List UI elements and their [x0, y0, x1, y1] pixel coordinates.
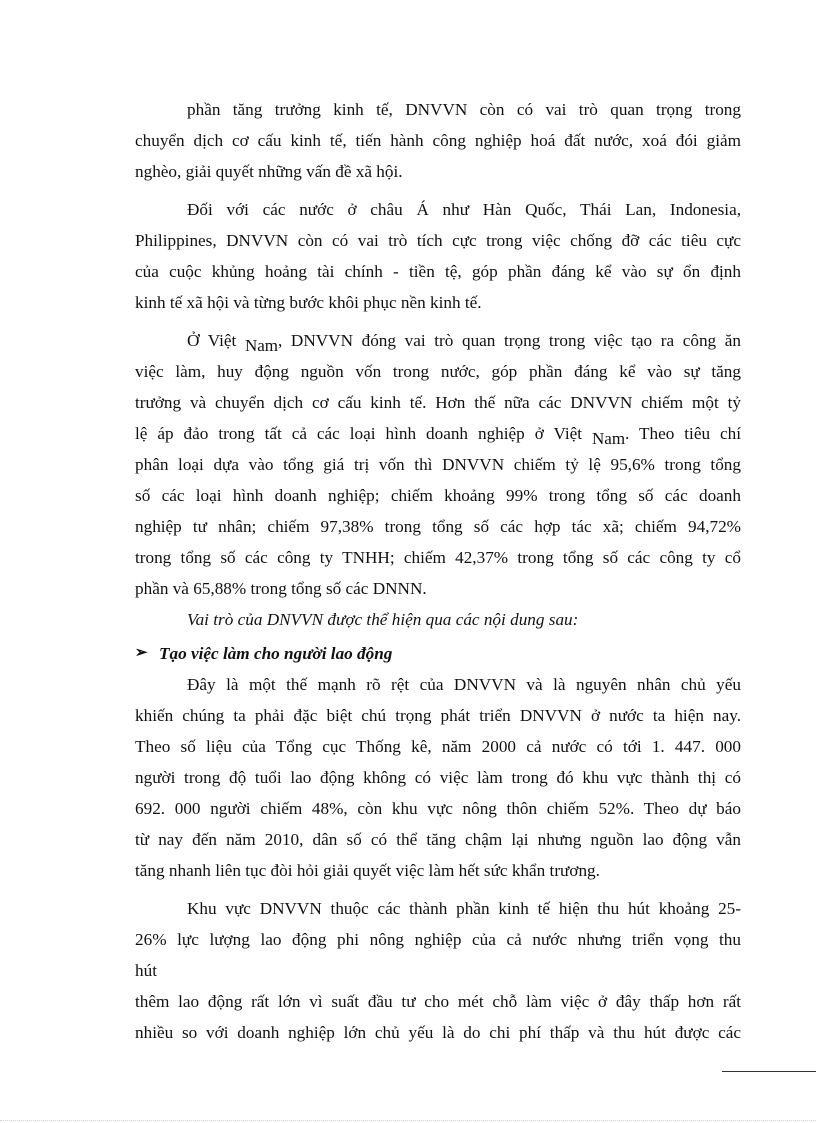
- text-line: 692. 000 người chiếm 48%, còn khu vực nông thôn chiếm 52%. Theo dự báo: [135, 799, 741, 818]
- footnote-separator: [722, 1071, 816, 1072]
- text-line: Đây là một thế mạnh rõ rệt của DNVVN và là nguyên nhân chủ yếu: [187, 675, 741, 694]
- text-line: phần tăng trưởng kinh tế, DNVVN còn có vai trò quan trọng trong: [187, 100, 741, 119]
- text-line: phân loại dựa vào tổng giá trị vốn thì DNVVN chiếm tỷ lệ 95,6% trong tổng: [135, 455, 741, 474]
- bullet-heading: [135, 638, 741, 669]
- text-line: trong tổng số các công ty TNHH; chiếm 42,37% trong tổng số các công ty cổ: [135, 548, 741, 567]
- paragraph-1: [135, 94, 741, 187]
- text-line: Philippines, DNVVN còn có vai trò tích cực trong việc chống đỡ các tiêu cực: [135, 231, 741, 250]
- text-line: trưởng và chuyển dịch cơ cấu kinh tế. Hơn thế nữa các DNVVN chiếm một tỷ: [135, 393, 741, 412]
- text-line: Đối với các nước ở châu Á như Hàn Quốc, Thái Lan, Indonesia,: [187, 200, 741, 219]
- text-line: hút: [135, 961, 157, 980]
- paragraph-4-intro: Vai trò của DNVVN được thể hiện qua các nội dung sau:: [187, 610, 579, 629]
- country-name-fragment: Nam: [244, 336, 278, 355]
- text-line: của cuộc khủng hoảng tài chính - tiền tệ, góp phần đáng kể vào sự ổn định: [135, 262, 741, 281]
- country-name-fragment: Nam: [592, 429, 626, 448]
- text-line: khiến chúng ta phải đặc biệt chú trọng phát triển DNVVN ở nước ta hiện nay.: [135, 706, 741, 725]
- text-line: nhiều so với doanh nghiệp lớn chủ yếu là do chi phí thấp và thu hút được các: [135, 1023, 741, 1042]
- text-fragment: . Theo tiêu chí: [625, 424, 742, 443]
- page-bottom-border: [0, 1120, 816, 1122]
- arrow-bullet-icon: ➢: [135, 645, 148, 661]
- text-line: nghiệp tư nhân; chiếm 97,38% trong tổng số các hợp tác xã; chiếm 94,72%: [135, 517, 741, 536]
- text-fragment: Ở Việt: [187, 331, 237, 350]
- text-line: nghèo, giải quyết những vấn đề xã hội.: [135, 162, 403, 181]
- text-line: từ nay đến năm 2010, dân số có thể tăng chậm lại nhưng nguồn lao động vẫn: [135, 830, 741, 849]
- paragraph-3: [135, 325, 741, 604]
- paragraph-5: [135, 669, 741, 886]
- text-fragment: , DNVVN đóng vai trò quan trọng trong việc tạo ra công ăn: [277, 331, 741, 350]
- text-fragment: lệ áp đảo trong tất cả các loại hình doanh nghiệp ở Việt: [135, 424, 583, 443]
- paragraph-2: [135, 194, 741, 318]
- text-line: thêm lao động rất lớn vì suất đầu tư cho mét chỗ làm việc ở đây thấp hơn rất: [135, 992, 741, 1011]
- text-line: phần và 65,88% trong tổng số các DNNN.: [135, 579, 427, 598]
- document-page: [135, 94, 741, 1048]
- text-line: [135, 418, 741, 449]
- text-line: tăng nhanh liên tục đòi hỏi giải quyết việc làm hết sức khẩn trương.: [135, 861, 600, 880]
- bullet-heading-text: Tạo việc làm cho người lao động: [159, 644, 393, 663]
- text-line: 26% lực lượng lao động phi nông nghiệp của cả nước nhưng triển vọng thu: [135, 930, 741, 949]
- text-line: việc làm, huy động nguồn vốn trong nước, góp phần đáng kể vào sự tăng: [135, 362, 741, 381]
- text-line: số các loại hình doanh nghiệp; chiếm khoảng 99% trong tổng số các doanh: [135, 486, 741, 505]
- text-line: [135, 325, 741, 356]
- text-line: chuyển dịch cơ cấu kinh tế, tiến hành công nghiệp hoá đất nước, xoá đói giảm: [135, 131, 741, 150]
- text-line: người trong độ tuổi lao động không có việc làm trong đó khu vực thành thị có: [135, 768, 741, 787]
- paragraph-6: [135, 893, 741, 1048]
- text-line: Theo số liệu của Tổng cục Thống kê, năm 2000 cả nước có tới 1. 447. 000: [135, 737, 741, 756]
- text-line: Khu vực DNVVN thuộc các thành phần kinh tế hiện thu hút khoảng 25-: [187, 899, 741, 918]
- text-line: kinh tế xã hội và từng bước khôi phục nền kinh tế.: [135, 293, 482, 312]
